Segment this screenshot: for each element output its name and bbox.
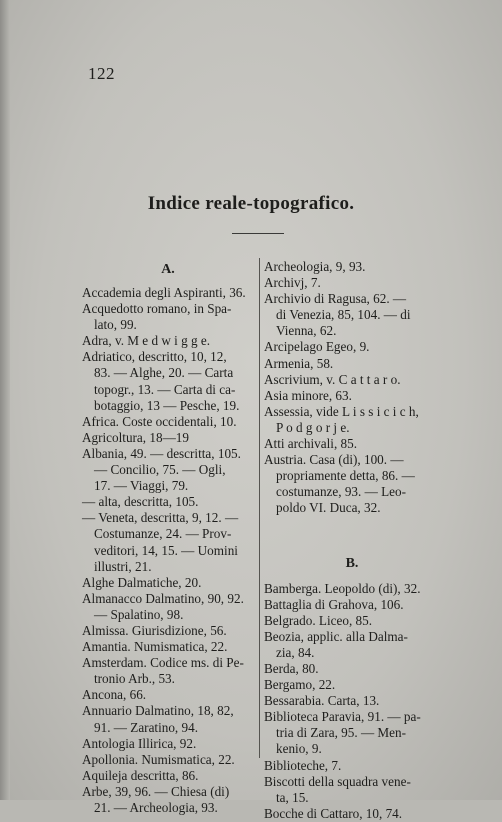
index-entry: Biblioteca Paravia, 91. — pa- tria di Zara, 95. — Men- kenio, 9. (264, 709, 421, 757)
right-entries-b (264, 581, 440, 822)
index-entry: Arbe, 39, 96. — Chiesa (di) 21. — Archeologia, 93. (82, 783, 230, 815)
index-entry: Alghe Dalmatiche, 20. (82, 574, 202, 590)
index-entry: Bessarabia. Carta, 13. (264, 693, 380, 709)
right-entries-a (264, 259, 440, 517)
index-entry: Belgrado. Liceo, 85. (264, 612, 373, 628)
index-entry: Beozia, applic. alla Dalma- zia, 84. (264, 628, 408, 660)
index-entry: Asia minore, 63. (264, 387, 352, 403)
index-entry: Ascrivium, v. C a t t a r o. (264, 371, 401, 387)
index-entry: Archivio di Ragusa, 62. — di Venezia, 85, 104. — di Vienna, 62. (264, 291, 411, 339)
title-rule (232, 233, 284, 234)
index-entry: Amsterdam. Codice ms. di Pe- tronio Arb., 53. (82, 655, 244, 687)
index-entry: — alta, descritta, 105. (82, 494, 199, 510)
index-entry: Bergamo, 22. (264, 677, 336, 693)
index-entry: Accademia degli Aspiranti, 36. (82, 285, 246, 300)
index-entry: Amantia. Numismatica, 22. (82, 639, 228, 655)
page-number: 122 (88, 64, 115, 83)
index-entry: Almissa. Giurisdizione, 56. (82, 622, 227, 638)
index-entry: Archivj, 7. (264, 275, 321, 291)
index-entry: Apollonia. Numismatica, 22. (82, 751, 235, 767)
section-letter-a: A. (161, 262, 175, 277)
index-entry: Adriatico, descritto, 10, 12, 83. — Alghe, 20. — Carta topogr., 13. — Carta di ca- botaggio, 13 — Pesche, 19. (82, 349, 240, 413)
index-entry: Biscotti della squadra vene- ta, 15. (264, 773, 411, 805)
column-divider (259, 258, 260, 758)
index-entry: Annuario Dalmatino, 18, 82, 91. — Zaratino, 94. (82, 703, 234, 735)
index-entry: Bocche di Cattaro, 10, 74. (264, 805, 403, 821)
left-entries (82, 285, 254, 816)
index-entry: Battaglia di Grahova, 106. (264, 596, 404, 612)
page-edge-shadow (0, 0, 10, 800)
index-entry: Armenia, 58. (264, 355, 334, 371)
section-letter-b: B. (345, 555, 359, 571)
left-column (82, 255, 254, 816)
index-entry: Arcipelago Egeo, 9. (264, 339, 370, 355)
index-entry: Albania, 49. — descritta, 105. — Concilio, 75. — Ogli, 17. — Viaggi, 79. (82, 445, 241, 494)
index-entry: Africa. Coste occidentali, 10. (82, 413, 237, 429)
index-entry: Ancona, 66. (82, 687, 147, 703)
index-entry: Biblioteche, 7. (264, 757, 342, 773)
page-title: Indice reale-topografico. (147, 193, 355, 214)
index-entry: Aquileja descritta, 86. (82, 767, 199, 783)
right-column (264, 259, 440, 822)
index-entry: Berda, 80. (264, 660, 319, 676)
index-entry: — Veneta, descritta, 9, 12. — Costumanze, 24. — Prov- veditori, 14, 15. — Uomini illustri, 21. (82, 510, 239, 574)
index-entry: Antologia Illirica, 92. (82, 735, 197, 751)
index-entry: Archeologia, 9, 93. (264, 259, 366, 274)
index-entry: Almanacco Dalmatino, 90, 92. — Spalatino, 98. (82, 590, 244, 622)
index-entry: Austria. Casa (di), 100. — propriamente detta, 86. — costumanze, 93. — Leo- poldo VI. Duca, 32. (264, 452, 415, 516)
index-entry: Agricoltura, 18—19 (82, 429, 189, 445)
index-entry: Bamberga. Leopoldo (di), 32. (264, 580, 421, 596)
index-entry: Assessia, vide L i s s i c i c h, P o d g o r j e. (264, 403, 419, 435)
index-entry: Acquedotto romano, in Spa- lato, 99. (82, 301, 232, 333)
index-entry: Atti archivali, 85. (264, 436, 358, 452)
index-entry: Adra, v. M e d w i g g e. (82, 333, 211, 349)
